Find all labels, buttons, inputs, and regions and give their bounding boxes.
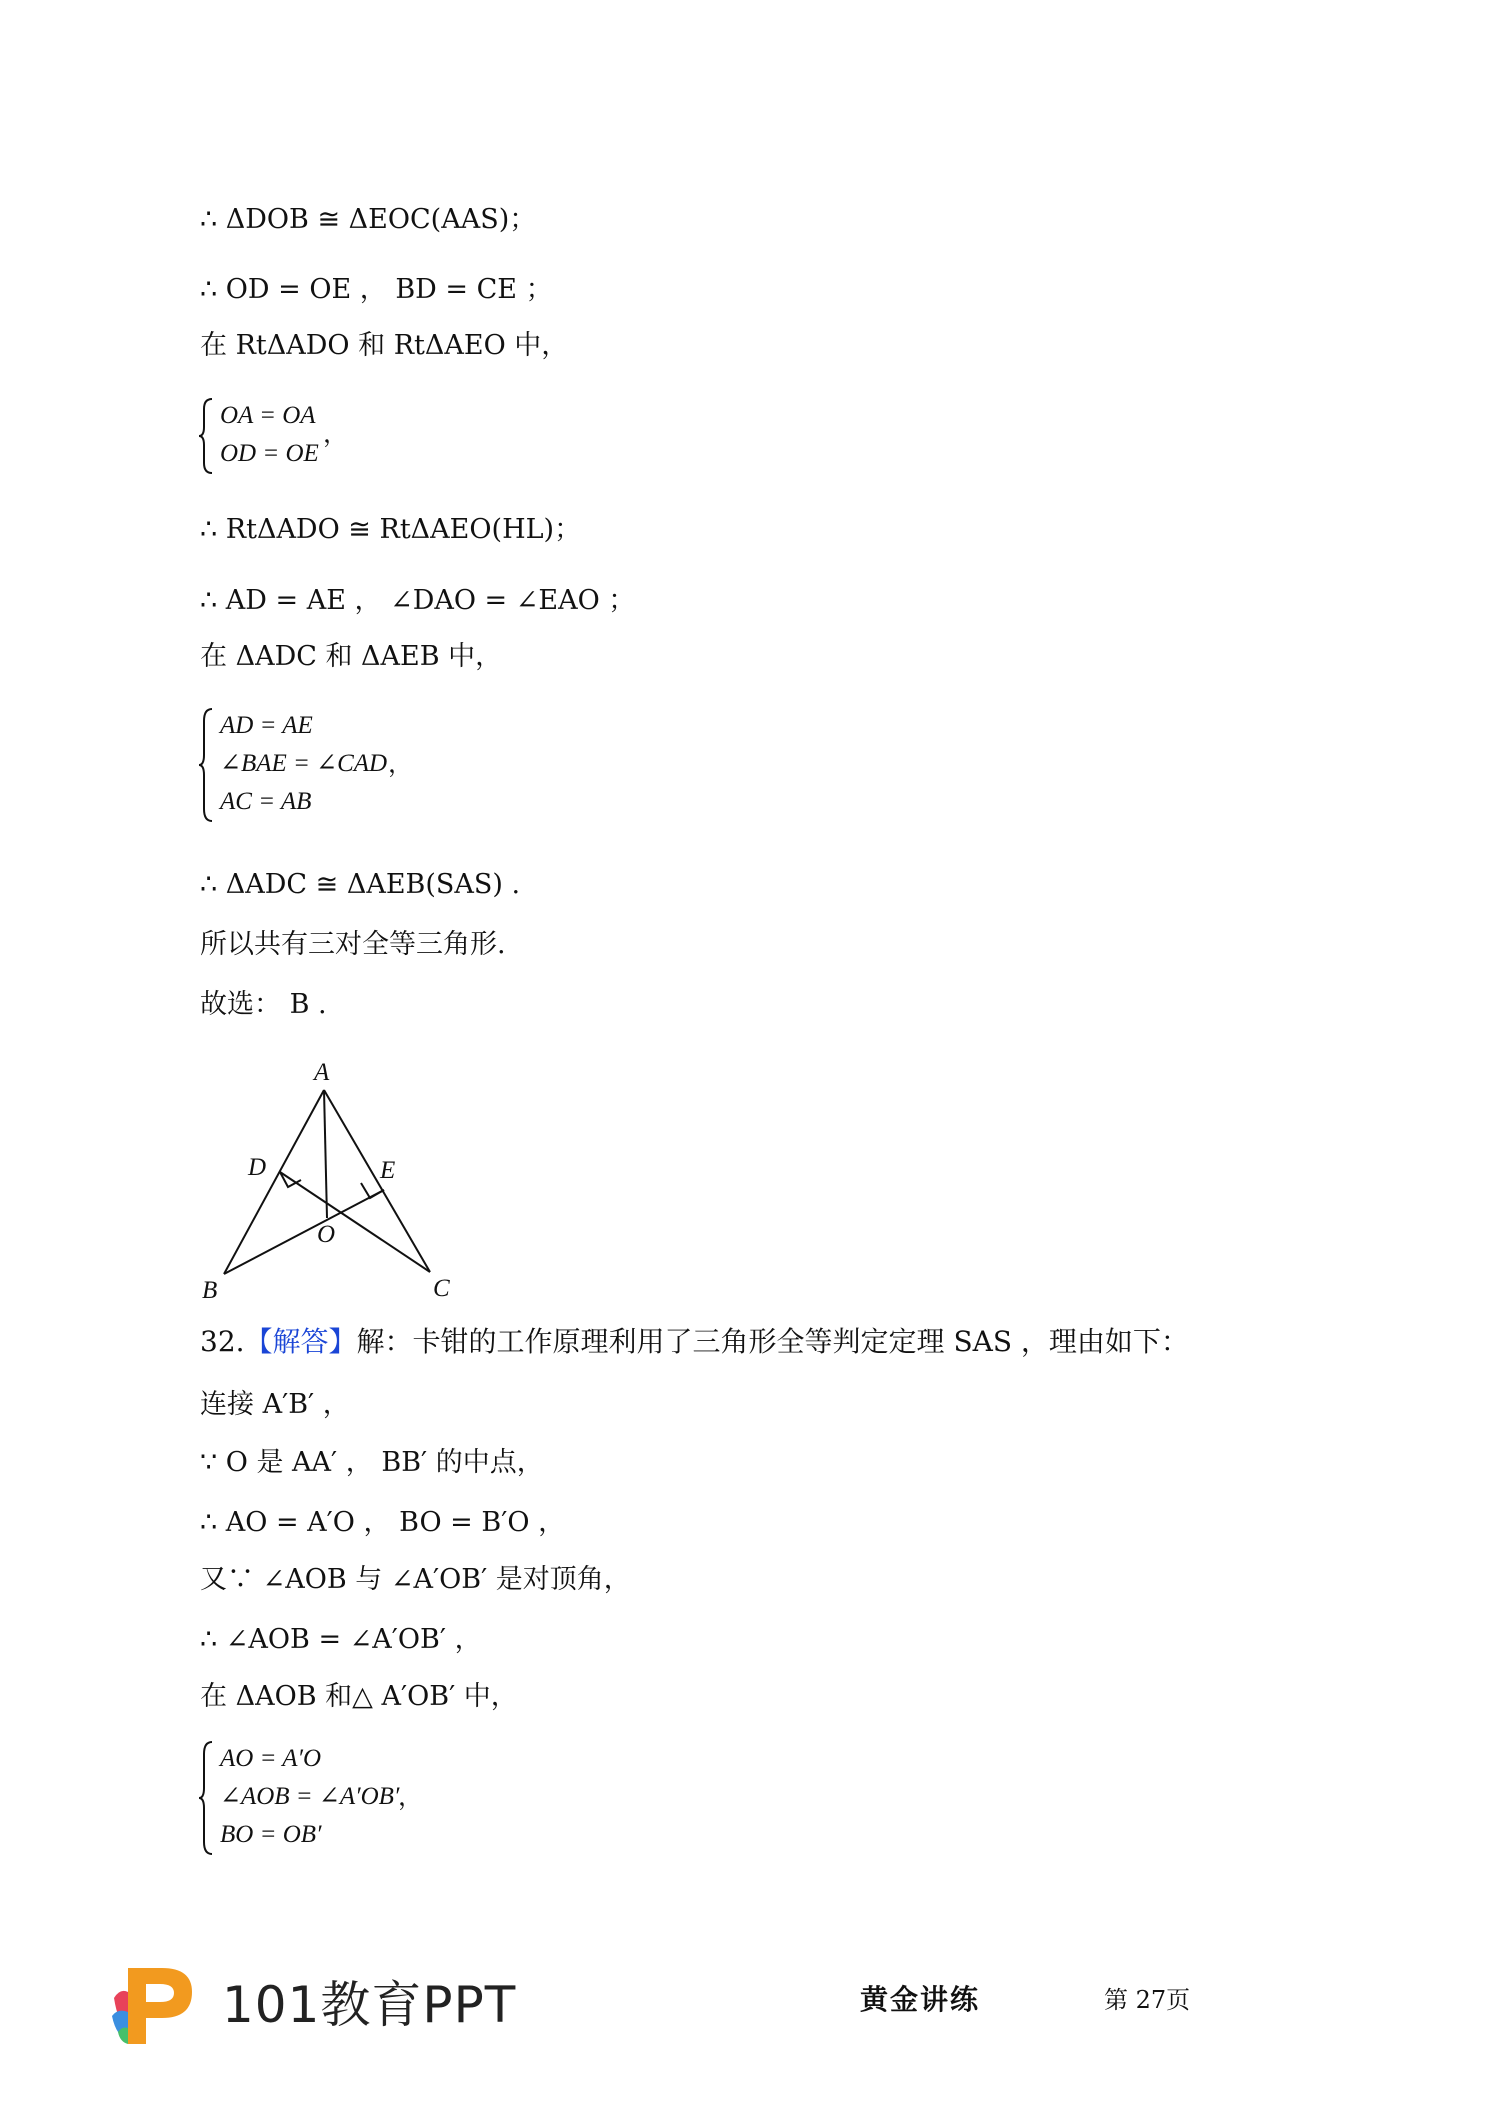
question-text: 解：卡钳的工作原理利用了三角形全等判定定理 SAS ，理由如下：: [356, 1325, 1189, 1358]
page-number: 第 27页: [1104, 1986, 1191, 2014]
label-O: O: [317, 1221, 336, 1248]
system-row: OD = OE: [220, 440, 319, 467]
segment-AC: [324, 1090, 430, 1272]
system-comma: ，: [388, 749, 414, 778]
proof-line: ∴ ΔADC ≅ ΔAEB(SAS) .: [200, 869, 521, 900]
proof-line: 在 ΔAOB 和△ A′OB′ 中，: [200, 1681, 518, 1712]
left-brace-icon: [198, 707, 218, 823]
segment-CD: [280, 1172, 430, 1272]
segment-AO: [324, 1090, 327, 1218]
proof-line: ∴ ΔDOB ≅ ΔEOC(AAS)；: [200, 204, 537, 235]
conclusion-line: 所以共有三对全等三角形.: [200, 929, 506, 960]
proof-line: ∴ RtΔADO ≅ RtΔAEO(HL)；: [200, 514, 582, 545]
system-row: BO = OB′: [220, 1821, 322, 1848]
label-B: B: [202, 1277, 218, 1300]
proof-line: ∴ AD = AE ， ∠DAO = ∠EAO ；: [200, 585, 636, 616]
system-row: ∠BAE = ∠CAD: [220, 750, 388, 777]
label-A: A: [314, 1059, 330, 1086]
question-32-header: [200, 1322, 1189, 1362]
question-number: 32.: [200, 1325, 245, 1358]
label-E: E: [380, 1157, 396, 1184]
answer-tag: 【解答】: [244, 1325, 357, 1358]
proof-line: ∴ OD = OE ， BD = CE ；: [200, 274, 553, 305]
triangle-figure: [190, 1050, 490, 1300]
label-D: D: [248, 1154, 267, 1181]
system-comma: ，: [398, 1782, 424, 1811]
proof-line: 在 RtΔADO 和 RtΔAEO 中，: [200, 330, 569, 361]
proof-line: ∵ O 是 AA′ ， BB′ 的中点，: [200, 1447, 544, 1478]
proof-line: ∴ AO = A′O ， BO = B′O ，: [200, 1507, 566, 1538]
proof-line: 在 ΔADC 和 ΔAEB 中，: [200, 641, 503, 672]
system-comma: ，: [323, 419, 349, 448]
proof-line: 又∵ ∠AOB 与 ∠A′OB′ 是对顶角，: [200, 1564, 631, 1595]
brand-logo-icon: [110, 1958, 210, 2048]
footer-title: 黄金讲练: [860, 1983, 981, 2016]
system-row: AC = AB: [220, 788, 312, 815]
label-C: C: [433, 1275, 450, 1300]
system-row: OA = OA: [220, 402, 316, 429]
segment-AB: [224, 1090, 324, 1274]
proof-line: 连接 A′B′ ，: [200, 1389, 350, 1420]
system-row: ∠AOB = ∠A′OB′: [220, 1783, 400, 1810]
system-row: AD = AE: [220, 712, 313, 739]
left-brace-icon: [198, 397, 218, 475]
system-row: AO = A′O: [220, 1745, 322, 1772]
left-brace-icon: [198, 1740, 218, 1856]
brand-name: 101教育PPT: [222, 1976, 517, 2034]
answer-line: 故选： B .: [200, 989, 327, 1020]
proof-line: ∴ ∠AOB = ∠A′OB′ ，: [200, 1624, 482, 1655]
segment-BE: [224, 1190, 384, 1274]
